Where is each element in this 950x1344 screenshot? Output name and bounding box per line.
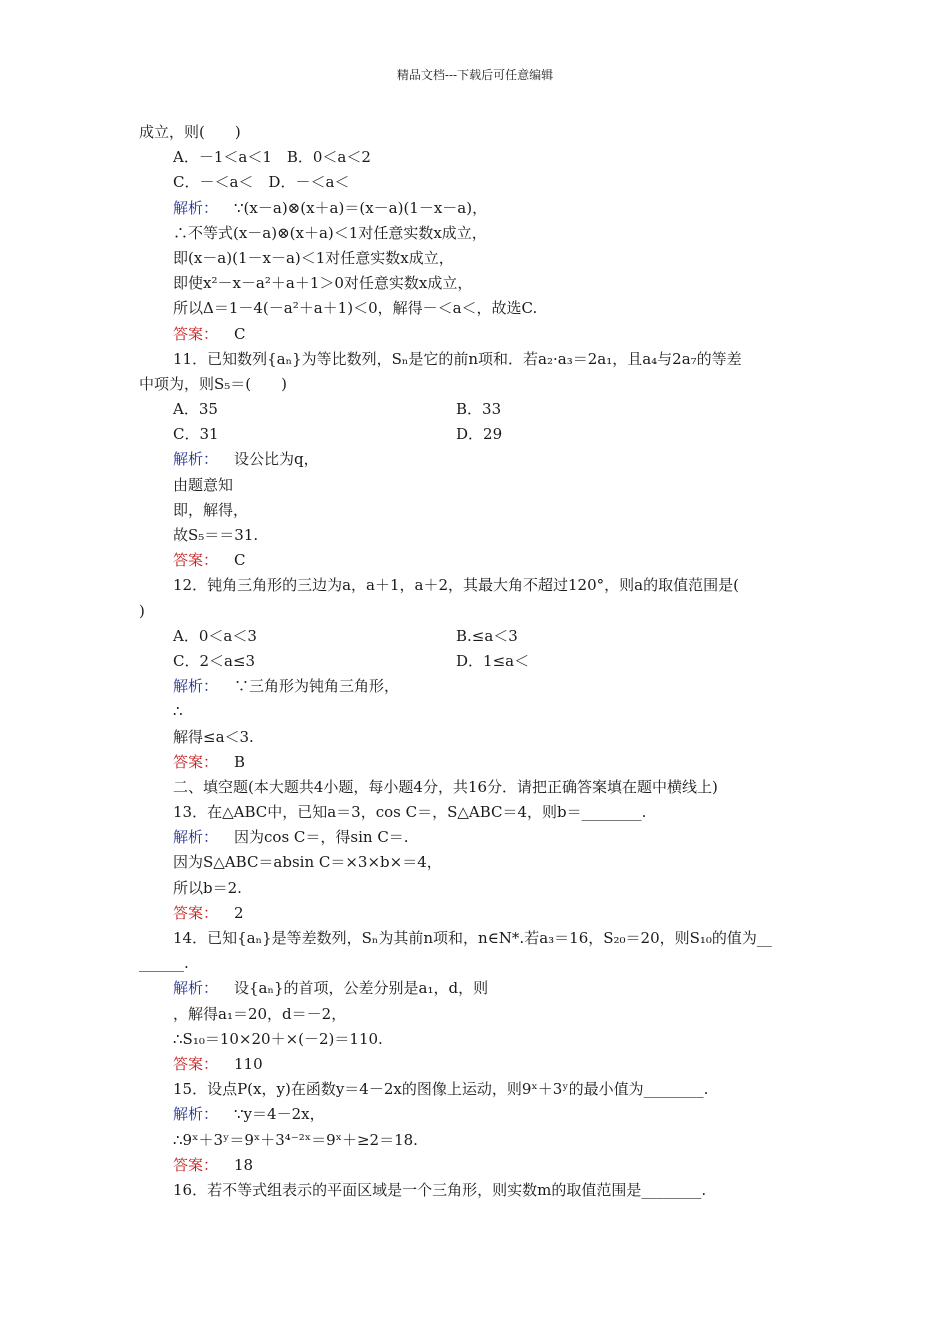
text-line: ∴ — [173, 702, 183, 721]
solution-label: 解析： — [173, 677, 219, 696]
question-11: 11．已知数列{aₙ}为等比数列，Sₙ是它的前n项和．若a₂·a₃＝2a₁，且a₄与2a₇的等差 — [173, 349, 742, 368]
text-line: 解得≤a＜3. — [173, 727, 254, 746]
text-line: 所以b＝2. — [173, 878, 242, 897]
text-line: ) — [139, 601, 145, 620]
solution-label: 解析： — [173, 979, 219, 998]
solution-line: 解析： ∵(x－a)⊗(x＋a)＝(x－a)(1－x－a)， — [173, 198, 488, 217]
solution-line: 解析： 设{aₙ}的首项，公差分别是a₁，d，则 — [173, 979, 489, 998]
question-13: 13．在△ABC中，已知a＝3，cos C＝，S△ABC＝4，则b＝________. — [173, 803, 647, 822]
text-line: 成立，则( ) — [139, 123, 241, 141]
solution-line: 解析： ∵三角形为钝角三角形， — [173, 677, 400, 696]
answer-label: 答案： — [173, 551, 219, 570]
text-line: ∴不等式(x－a)⊗(x＋a)＜1对任意实数x成立， — [173, 223, 487, 242]
option-row: C．2＜a≤3 D．1≤a＜ — [173, 651, 530, 670]
text-line: ，解得a₁＝20，d＝－2， — [173, 1004, 347, 1023]
text-line: ______. — [139, 954, 189, 973]
solution-label: 解析： — [173, 828, 219, 847]
solution-line: 解析： 因为cos C＝，得sin C＝. — [173, 828, 409, 847]
text-line: 即(x－a)(1－x－a)＜1对任意实数x成立， — [173, 248, 454, 267]
text-line: 即，解得， — [173, 500, 249, 519]
answer-label: 答案： — [173, 752, 219, 771]
text-line: 因为S△ABC＝absin C＝×3×b×＝4， — [173, 853, 442, 872]
question-14: 14．已知{aₙ}是等差数列，Sₙ为其前n项和，n∈N*.若a₃＝16，S₂₀＝20，则S₁₀的值为__ — [173, 929, 772, 947]
answer-line: 答案： C — [173, 324, 246, 343]
solution-line: 解析： 设公比为q， — [173, 450, 319, 469]
text-line: ∴9ˣ＋3ʸ＝9ˣ＋3⁴⁻²ˣ＝9ˣ＋≥2＝18. — [173, 1130, 418, 1149]
document-body — [139, 120, 829, 1203]
text-line: 即使x²－x－a²＋a＋1＞0对任意实数x成立， — [173, 274, 473, 293]
section-heading: 二、填空题(本大题共4小题，每小题4分，共16分．请把正确答案填在题中横线上) — [173, 777, 718, 796]
answer-label: 答案： — [173, 903, 219, 922]
text-line: 故S₅＝＝31. — [173, 526, 259, 544]
answer-label: 答案： — [173, 324, 219, 343]
answer-label: 答案： — [173, 1054, 219, 1073]
question-12: 12．钝角三角形的三边为a，a＋1，a＋2，其最大角不超过120°，则a的取值范围是( — [173, 576, 739, 595]
option-line: C．－＜a＜ D．－＜a＜ — [173, 173, 350, 192]
option-line: A．－1＜a＜1 B．0＜a＜2 — [173, 148, 371, 167]
solution-label: 解析： — [173, 198, 219, 217]
option-row: C．31 D．29 — [173, 425, 503, 444]
answer-label: 答案： — [173, 1155, 219, 1174]
answer-line: 答案： B — [173, 752, 246, 771]
text-line: ∴S₁₀＝10×20＋×(－2)＝110. — [173, 1029, 383, 1048]
text-line: 由题意知 — [173, 475, 234, 494]
text-line: 所以Δ＝1－4(－a²＋a＋1)＜0，解得－＜a＜，故选C. — [173, 299, 538, 318]
answer-line: 答案： 18 — [173, 1155, 254, 1174]
answer-line: 答案： 2 — [173, 903, 244, 922]
text-line: 中项为，则S₅＝( ) — [139, 374, 287, 393]
option-row: A．0＜a＜3 B.≤a＜3 — [173, 626, 518, 645]
option-row: A．35 B．33 — [173, 400, 502, 419]
solution-label: 解析： — [173, 1105, 219, 1124]
solution-label: 解析： — [173, 450, 219, 469]
answer-line: 答案： C — [173, 551, 246, 570]
solution-line: 解析： ∵y＝4－2x， — [173, 1105, 325, 1124]
answer-line: 答案： 110 — [173, 1054, 263, 1073]
question-15: 15．设点P(x，y)在函数y＝4－2x的图像上运动，则9ˣ＋3ʸ的最小值为________. — [173, 1080, 709, 1099]
page-header: 精品文档---下载后可任意编辑 — [396, 68, 554, 82]
question-16: 16．若不等式组表示的平面区域是一个三角形，则实数m的取值范围是________. — [173, 1180, 707, 1199]
